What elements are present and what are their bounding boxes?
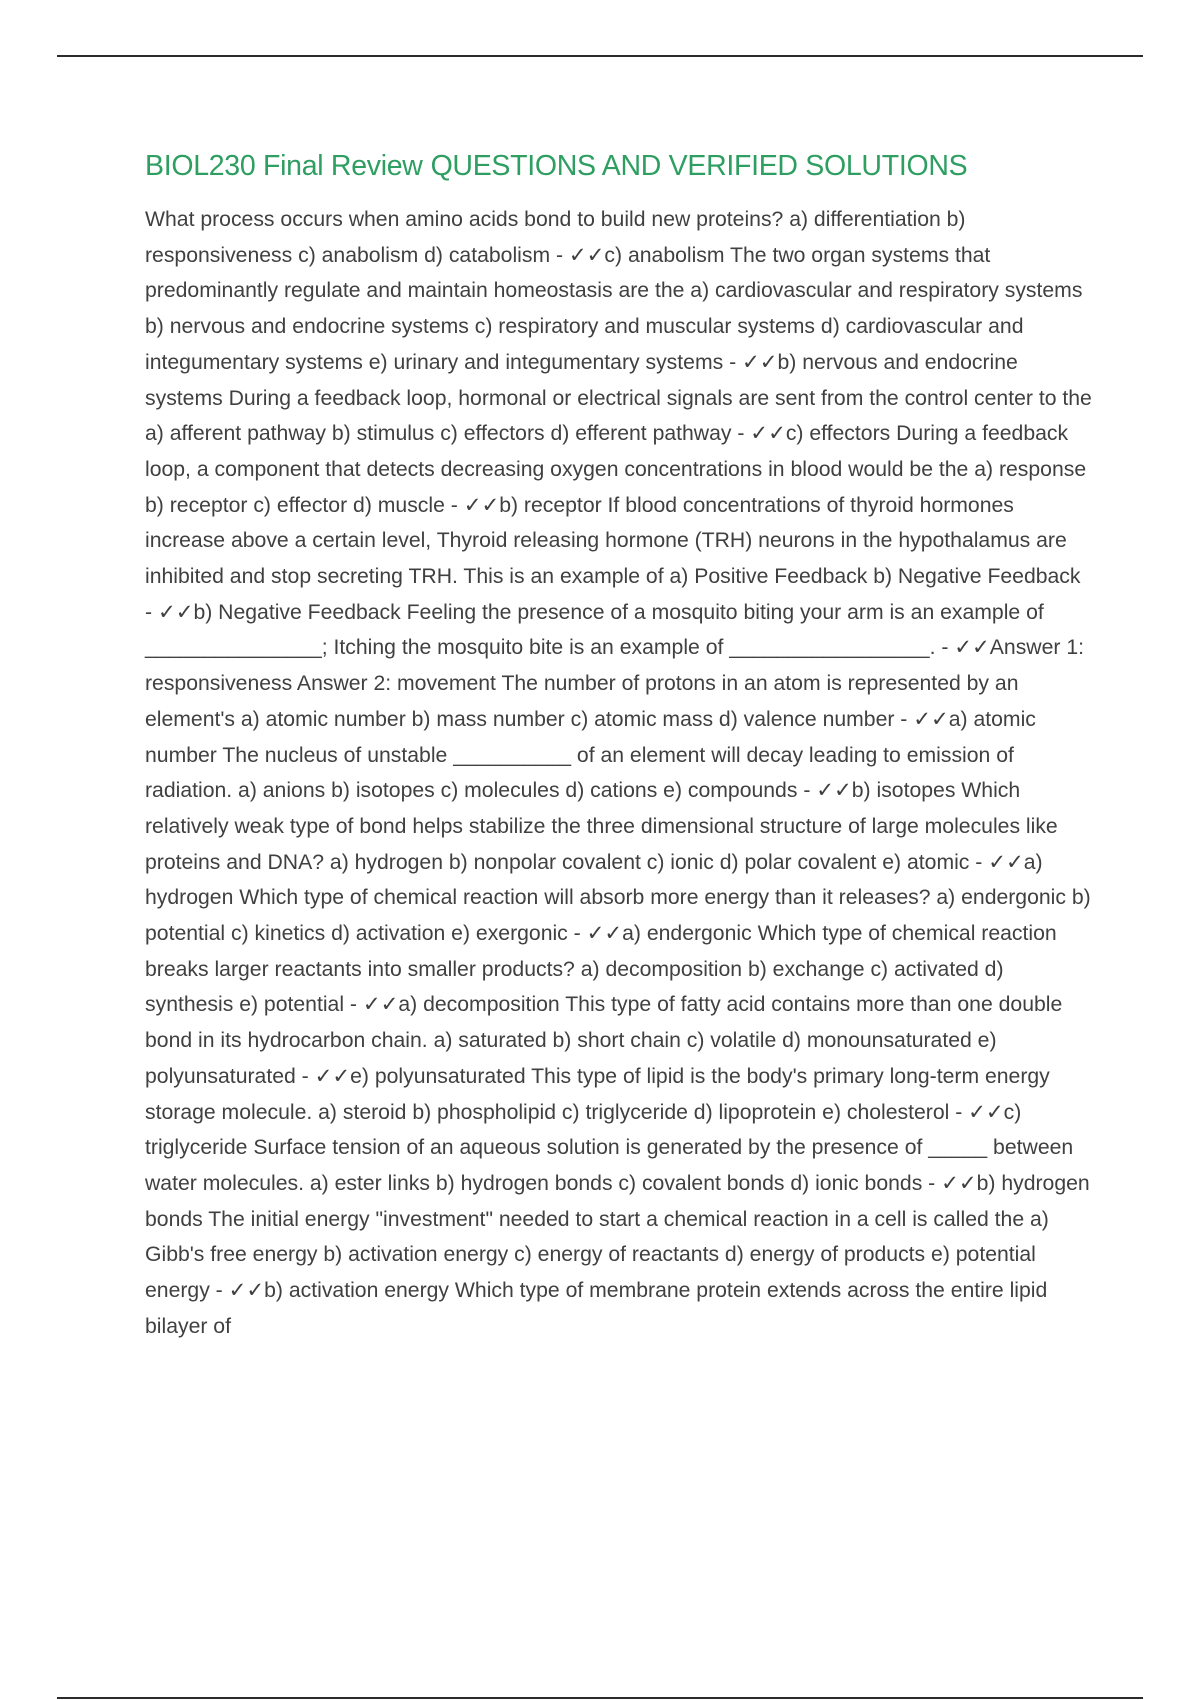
bottom-rule (57, 1697, 1143, 1699)
document-title (145, 144, 1093, 188)
top-rule (57, 55, 1143, 57)
page-content (145, 144, 1093, 1345)
body-paragraph: What process occurs when amino acids bond to build new proteins? a) differentiation b) responsiveness c) anabolism d) catabolism - ✓✓c) anabolism The two organ systems that predominantly regulate and maintain homeostasis are the a) cardiovascular and respiratory systems b) nervous and endocrine systems c) respiratory and muscular systems d) cardiovascular and integumentary systems e) urinary and integumentary systems - ✓✓b) nervous and endocrine systems During a feedback loop, hormonal or electrical signals are sent from the control center to the a) afferent pathway b) stimulus c) effectors d) efferent pathway - ✓✓c) effectors During a feedback loop, a component that detects decreasing oxygen concentrations in blood would be the a) response b) receptor c) effector d) muscle - ✓✓b) receptor If blood concentrations of thyroid hormones increase above a certain level, Thyroid releasing hormone (TRH) neurons in the hypothalamus are inhibited and stop secreting TRH. This is an example of a) Positive Feedback b) Negative Feedback - ✓✓b) Negative Feedback Feeling the presence of a mosquito biting your arm is an example of _______________; Itching the mosquito bite is an example of _________________. - ✓✓Answer 1: responsiveness Answer 2: movement The number of protons in an atom is represented by an element's a) atomic number b) mass number c) atomic mass d) valence number - ✓✓a) atomic number The nucleus of unstable __________ of an element will decay leading to emission of radiation. a) anions b) isotopes c) molecules d) cations e) compounds - ✓✓b) isotopes Which relatively weak type of bond helps stabilize the three dimensional structure of large molecules like proteins and DNA? a) hydrogen b) nonpolar covalent c) ionic d) polar covalent e) atomic - ✓✓a) hydrogen Which type of chemical reaction will absorb more energy than it releases? a) endergonic b) potential c) kinetics d) activation e) exergonic - ✓✓a) endergonic Which type of chemical reaction breaks larger reactants into smaller products? a) decomposition b) exchange c) activated d) synthesis e) potential - ✓✓a) decomposition This type of fatty acid contains more than one double bond in its hydrocarbon chain. a) saturated b) short chain c) volatile d) monounsaturated e) polyunsaturated - ✓✓e) polyunsaturated This type of lipid is the body's primary long-term energy storage molecule. a) steroid b) phospholipid c) triglyceride d) lipoprotein e) cholesterol - ✓✓c) triglyceride Surface tension of an aqueous solution is generated by the presence of _____ between water molecules. a) ester links b) hydrogen bonds c) covalent bonds d) ionic bonds - ✓✓b) hydrogen bonds The initial energy "investment" needed to start a chemical reaction in a cell is called the a) Gibb's free energy b) activation energy c) energy of reactants d) energy of products e) potential energy - ✓✓b) activation energy Which type of membrane protein extends across the entire lipid bilayer of (145, 208, 1092, 1338)
title-course: BIOL230 Final Review (145, 150, 423, 182)
title-subtitle: QUESTIONS AND VERIFIED SOLUTIONS (430, 150, 968, 182)
